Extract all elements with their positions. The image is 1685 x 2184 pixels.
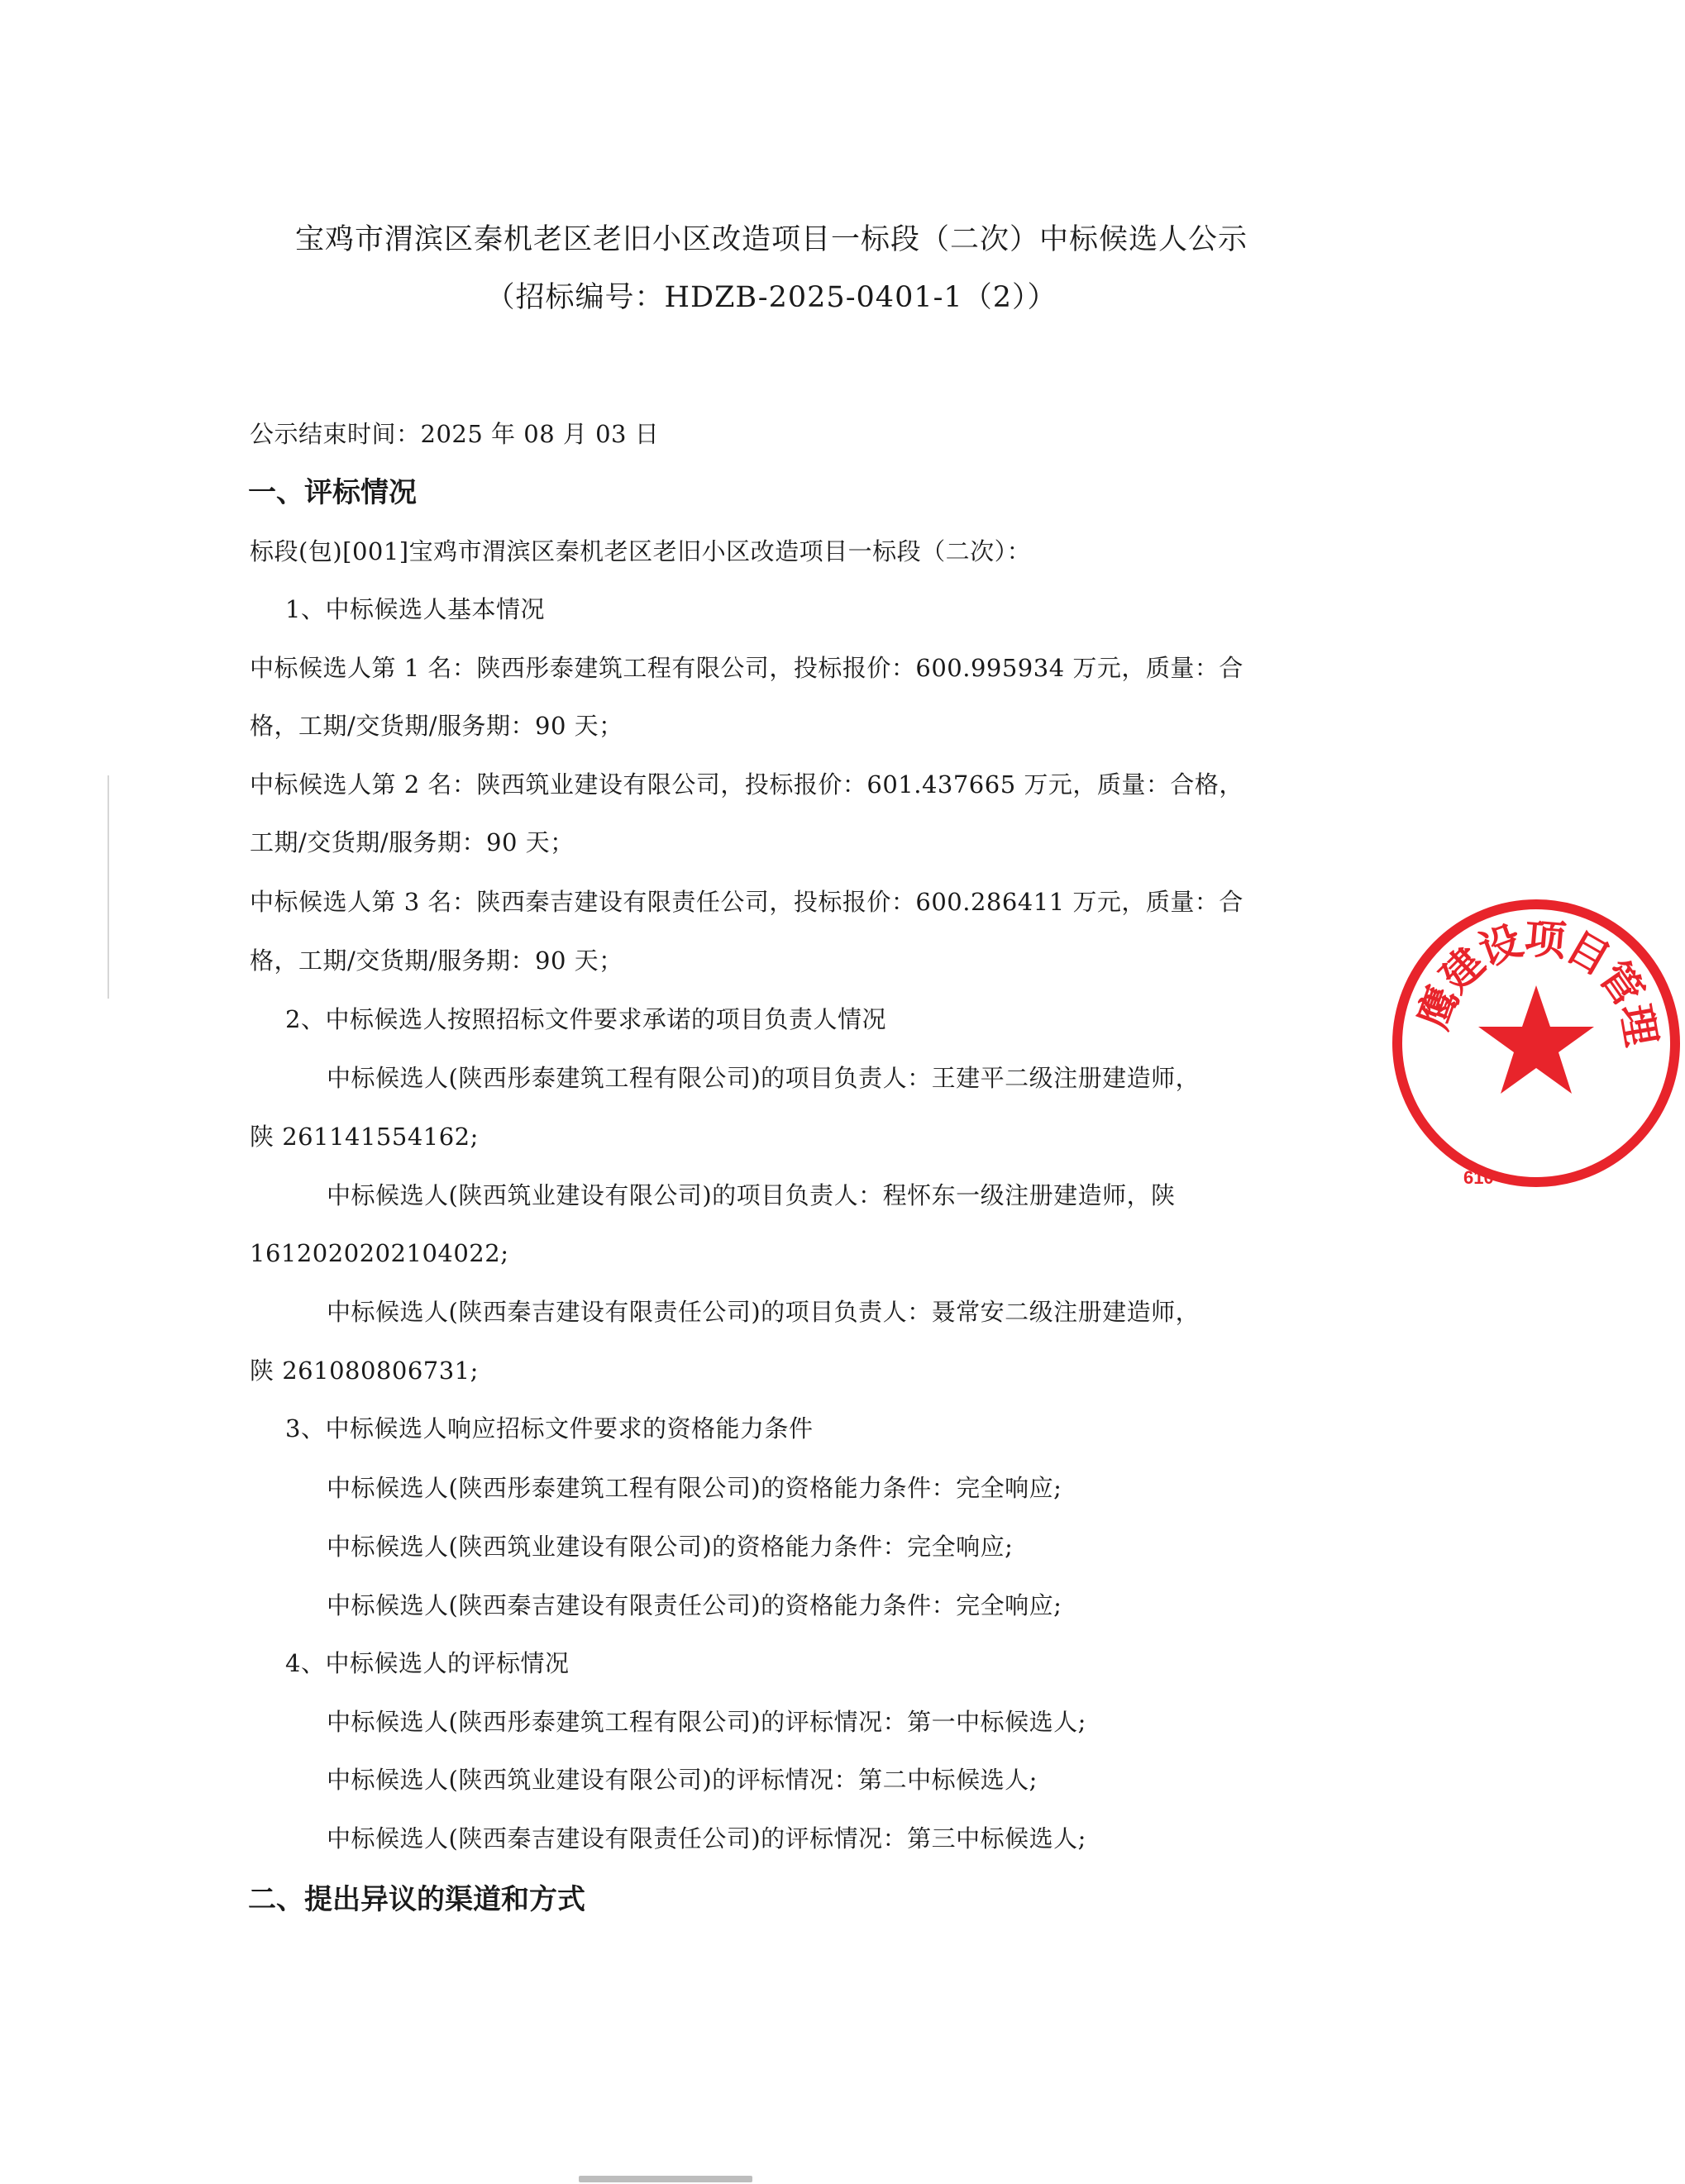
qualification-2: 中标候选人(陕西筑业建设有限公司)的资格能力条件：完全响应;	[327, 1533, 1014, 1561]
candidate-2-line2: 工期/交货期/服务期：90 天；	[250, 828, 575, 856]
subheading-evaluations: 4、中标候选人的评标情况	[285, 1649, 570, 1677]
official-seal	[1387, 894, 1685, 1192]
seal-char: 设	[1473, 916, 1529, 975]
scan-edge-mark	[107, 775, 109, 999]
manager-2-line2: 1612020202104022;	[250, 1239, 509, 1267]
seal-char: 管	[1589, 952, 1653, 1015]
evaluation-3: 中标候选人(陕西秦吉建设有限责任公司)的评标情况：第三中标候选人;	[327, 1824, 1086, 1853]
seal-char: 鹰	[1409, 980, 1468, 1036]
subheading-basic-info: 1、中标候选人基本情况	[285, 595, 545, 623]
manager-3-line2: 陕 261080806731;	[250, 1357, 479, 1385]
seal-number: 610	[1463, 1167, 1494, 1188]
candidate-1-line1: 中标候选人第 1 名：陕西彤泰建筑工程有限公司，投标报价：600.995934 万元，质量：合	[250, 654, 1243, 682]
candidate-3-line2: 格，工期/交货期/服务期：90 天；	[250, 947, 623, 975]
seal-star-icon	[1478, 985, 1594, 1094]
seal-char: 建	[1431, 938, 1495, 1002]
subheading-qualifications: 3、中标候选人响应招标文件要求的资格能力条件	[285, 1414, 814, 1442]
subheading-project-managers: 2、中标候选人按照招标文件要求承诺的项目负责人情况	[285, 1005, 886, 1033]
candidate-1-line2: 格，工期/交货期/服务期：90 天；	[250, 712, 623, 740]
section-heading-evaluation: 一、评标情况	[248, 476, 417, 509]
publicity-end-time: 公示结束时间：2025 年 08 月 03 日	[250, 420, 660, 448]
seal-char: 项	[1522, 913, 1568, 966]
seal-char: 理	[1611, 1000, 1666, 1050]
scan-bottom-mark	[579, 2176, 752, 2182]
manager-2-line1: 中标候选人(陕西筑业建设有限公司)的项目负责人：程怀东一级注册建造师，陕	[327, 1181, 1176, 1209]
qualification-3: 中标候选人(陕西秦吉建设有限责任公司)的资格能力条件：完全响应;	[327, 1591, 1062, 1619]
manager-1-line1: 中标候选人(陕西彤泰建筑工程有限公司)的项目负责人：王建平二级注册建造师，	[327, 1064, 1201, 1092]
section-heading-objections: 二、提出异议的渠道和方式	[248, 1883, 585, 1916]
qualification-1: 中标候选人(陕西彤泰建筑工程有限公司)的资格能力条件：完全响应;	[327, 1474, 1062, 1502]
lot-line: 标段(包)[001]宝鸡市渭滨区秦机老区老旧小区改造项目一标段（二次）：	[250, 537, 1032, 565]
document-title: 宝鸡市渭滨区秦机老区老旧小区改造项目一标段（二次）中标候选人公示	[294, 223, 1248, 256]
evaluation-2: 中标候选人(陕西筑业建设有限公司)的评标情况：第二中标候选人;	[327, 1766, 1038, 1794]
manager-3-line1: 中标候选人(陕西秦吉建设有限责任公司)的项目负责人：聂常安二级注册建造师，	[327, 1298, 1201, 1326]
tender-number: （招标编号：HDZB-2025-0401-1（2））	[485, 281, 1057, 314]
evaluation-1: 中标候选人(陕西彤泰建筑工程有限公司)的评标情况：第一中标候选人;	[327, 1708, 1086, 1736]
manager-1-line2: 陕 261141554162;	[250, 1123, 479, 1151]
candidate-3-line1: 中标候选人第 3 名：陕西秦吉建设有限责任公司，投标报价：600.286411 万元，质量：合	[250, 888, 1243, 916]
seal-char: 目	[1558, 922, 1618, 985]
candidate-2-line1: 中标候选人第 2 名：陕西筑业建设有限公司，投标报价：601.437665 万元，质量：合格，	[250, 770, 1243, 799]
